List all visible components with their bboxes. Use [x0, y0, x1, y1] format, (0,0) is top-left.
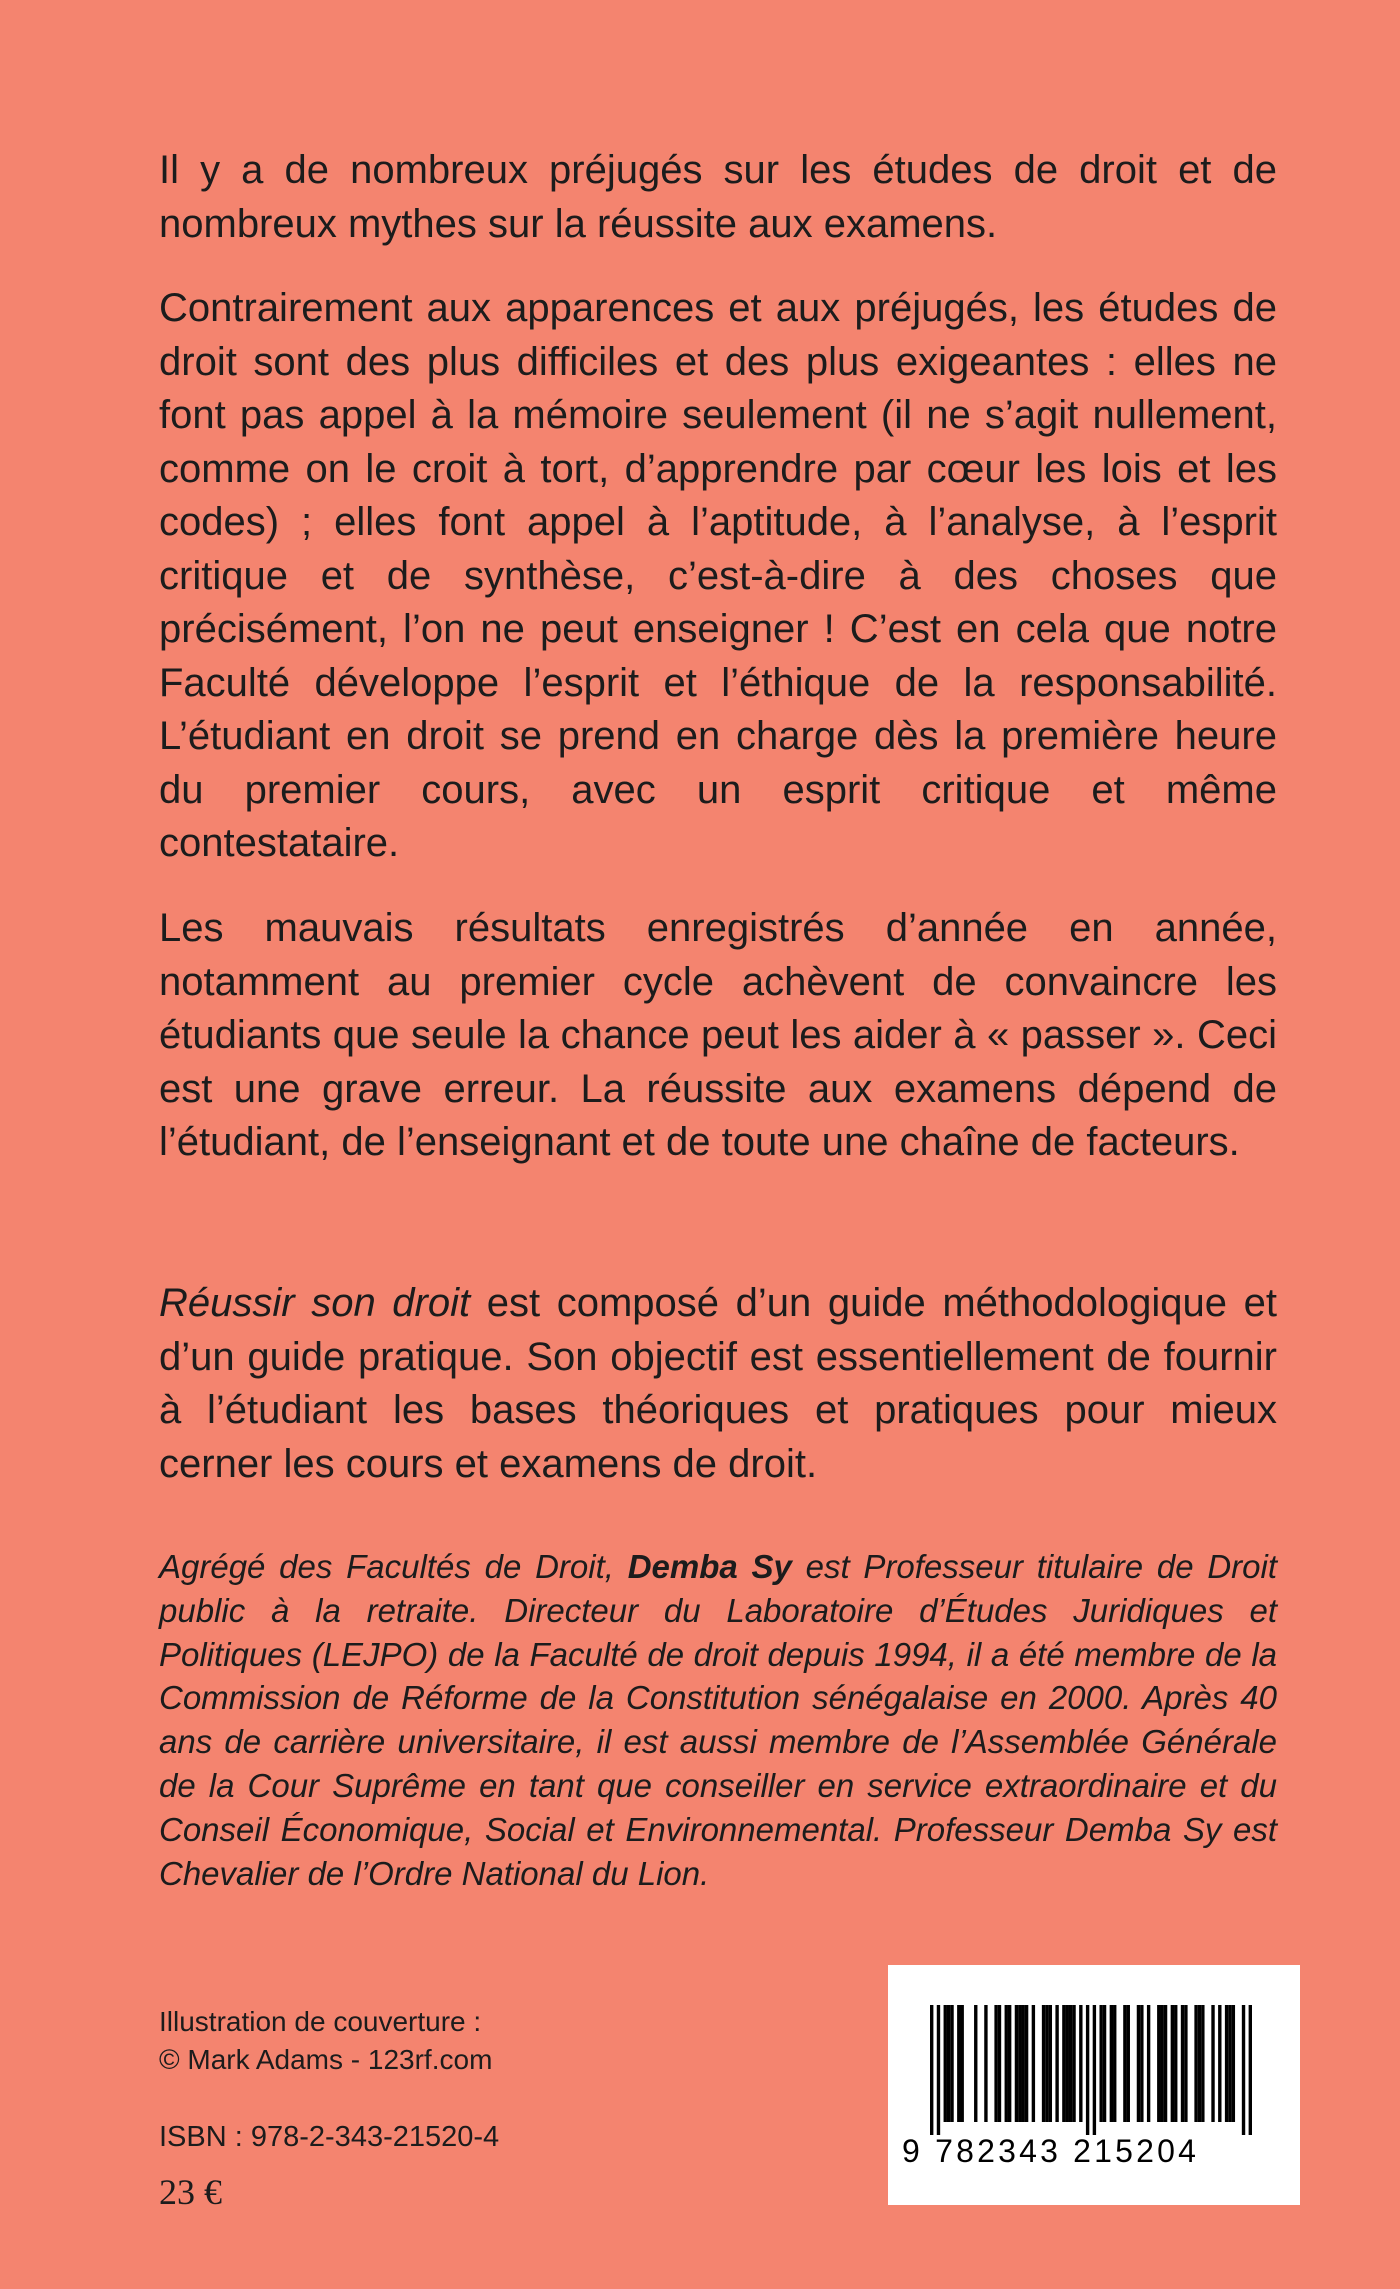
barcode-bar: [1093, 2005, 1096, 2135]
paragraph-difficulty: [159, 282, 1277, 871]
paragraph-intro: [159, 144, 1277, 251]
paragraph-difficulty-text: Contrairement aux apparences et aux préjugés, les études de droit sont des plus difficiles et des plus exigeantes : elles ne font pas appel à la mémoire seulement (il ne s’agit nullement, comme on le croit à tort, d’apprendre par cœur les lois et les codes) ; elles font appel à l’aptitude, à l’analyse, à l’esprit critique et de synthèse, c’est-à-dire à des choses que précisément, l’on ne peut enseigner ! C’est en cela que notre Faculté développe l’esprit et l’éthique de la responsabilité. L’étudiant en droit se prend en charge dès la première heure du premier cours, avec un esprit critique et même contestataire.: [159, 286, 1277, 865]
barcode-bar: [1022, 2005, 1025, 2122]
barcode-bar: [1066, 2005, 1069, 2122]
barcode-bar: [1062, 2005, 1065, 2122]
author-name: Demba Sy: [627, 1548, 792, 1585]
barcode-bar: [1042, 2005, 1045, 2122]
barcode-bar: [1055, 2005, 1058, 2122]
barcode-bar: [994, 2005, 997, 2122]
barcode-bar: [1127, 2005, 1130, 2122]
barcode-bar: [1184, 2005, 1187, 2122]
paragraph-book-summary: [159, 1277, 1277, 1491]
barcode-bar: [1015, 2005, 1018, 2122]
barcode-bar: [974, 2005, 977, 2122]
paragraph-results: [159, 902, 1277, 1170]
book-summary-rest: est composé d’un guide méthodologique et d’un guide pratique. Son objectif est essentiellement de fournir à l’étudiant les bases théoriques et pratiques pour mieux cerner les cours et examens de droit.: [159, 1281, 1277, 1486]
author-bio-intro: Agrégé des Facultés de Droit,: [159, 1548, 628, 1585]
barcode-bar: [1242, 2005, 1245, 2135]
barcode-bar: [1008, 2005, 1011, 2122]
barcode-bar: [1140, 2005, 1143, 2122]
barcode-bar: [961, 2005, 964, 2122]
barcode-bar: [1086, 2005, 1089, 2135]
barcode-bar: [1079, 2005, 1082, 2122]
barcode-bar: [957, 2005, 960, 2122]
barcode-bar: [1228, 2005, 1231, 2122]
price: 23 €: [159, 2172, 222, 2212]
barcode: [888, 1965, 1300, 2205]
barcode-bar: [1198, 2005, 1201, 2122]
barcode-bar: [930, 2005, 933, 2135]
barcode-bar: [1232, 2005, 1235, 2122]
barcode-bar: [984, 2005, 987, 2122]
barcode-bar: [1201, 2005, 1204, 2122]
author-bio-rest: est Professeur titulaire de Droit public à la retraite. Directeur du Laboratoire d’Études Juridiques et Politiques (LEJPO) de la Faculté de droit depuis 1994, il a été membre de la Commission de Réforme de la Constitution sénégalaise en 2000. Après 40 ans de carrière universitaire, il est aussi membre de l’Assemblée Générale de la Cour Suprême en tant que conseiller en service extraordinaire et du Conseil Économique, Social et Environnemental. Professeur Demba Sy est Chevalier de l’Ordre National du Lion.: [159, 1548, 1278, 1892]
barcode-bar: [1110, 2005, 1113, 2122]
barcode-bar: [1157, 2005, 1160, 2122]
barcode-bar: [1218, 2005, 1221, 2122]
barcode-bar: [1123, 2005, 1126, 2122]
cover-credit-label: Illustration de couverture :: [159, 2006, 482, 2037]
barcode-bar: [1099, 2005, 1102, 2122]
barcode-bars: [930, 2005, 1252, 2135]
barcode-bar: [998, 2005, 1001, 2122]
cover-credit: [159, 2003, 492, 2079]
barcode-bar: [1018, 2005, 1021, 2122]
barcode-bar: [950, 2005, 953, 2122]
barcode-bar: [1211, 2005, 1214, 2122]
barcode-bar: [1113, 2005, 1116, 2122]
cover-credit-source: © Mark Adams - 123rf.com: [159, 2044, 493, 2075]
barcode-bar: [1181, 2005, 1184, 2122]
barcode-bar: [1225, 2005, 1228, 2122]
barcode-bar: [1005, 2005, 1008, 2122]
barcode-bar: [1045, 2005, 1048, 2122]
paragraph-intro-text: Il y a de nombreux préjugés sur les études de droit et de nombreux mythes sur la réussite aux examens.: [159, 148, 1277, 246]
barcode-digits: 9 782343 215204: [902, 2133, 1200, 2169]
barcode-bar: [1072, 2005, 1075, 2122]
barcode-bar: [1171, 2005, 1174, 2122]
barcode-bar: [944, 2005, 947, 2122]
barcode-bar: [1249, 2005, 1252, 2135]
barcode-bar: [1032, 2005, 1035, 2122]
author-bio: [159, 1545, 1277, 1895]
barcode-bar: [1174, 2005, 1177, 2122]
isbn: ISBN : 978-2-343-21520-4: [159, 2121, 500, 2153]
barcode-bar: [937, 2005, 940, 2135]
barcode-bar: [1160, 2005, 1163, 2122]
barcode-bar: [947, 2005, 950, 2122]
paragraph-book-summary-text: [159, 1277, 1277, 1491]
barcode-bar: [1194, 2005, 1197, 2122]
barcode-bar: [1147, 2005, 1150, 2122]
barcode-bar: [1164, 2005, 1167, 2122]
barcode-bar: [1103, 2005, 1106, 2122]
barcode-bar: [1025, 2005, 1028, 2122]
book-title: Réussir son droit: [159, 1281, 471, 1325]
paragraph-results-text: Les mauvais résultats enregistrés d’année en année, notamment au premier cycle achèvent de convaincre les étudiants que seule la chance peut les aider à « passer ». Ceci est une grave erreur. La réussite aux examens dépend de l’étudiant, de l’enseignant et de toute une chaîne de facteurs.: [159, 906, 1277, 1164]
barcode-bar: [1049, 2005, 1052, 2122]
barcode-bar: [1137, 2005, 1140, 2122]
barcode-bar: [1069, 2005, 1072, 2122]
